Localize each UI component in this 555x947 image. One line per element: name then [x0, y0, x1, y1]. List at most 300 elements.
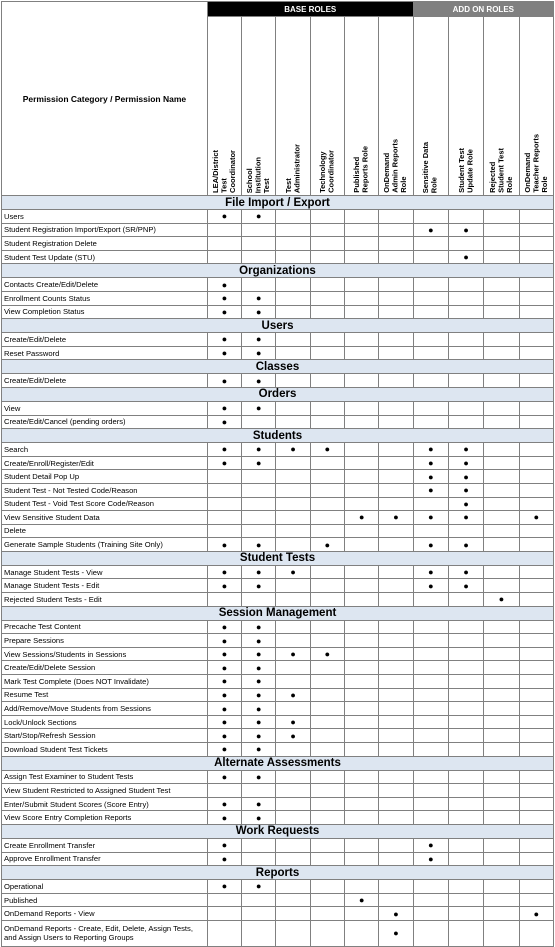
- permission-row: [2, 305, 554, 319]
- permission-cell: [484, 443, 519, 457]
- permission-cell: [519, 470, 553, 484]
- permission-cell: [276, 524, 310, 538]
- permission-cell: [310, 223, 344, 237]
- permission-row: [2, 470, 554, 484]
- permission-cell: [448, 702, 483, 716]
- permission-cell: [413, 688, 448, 702]
- permission-cell: [413, 210, 448, 224]
- permission-cell: [276, 880, 310, 894]
- permission-row: [2, 729, 554, 743]
- role-label: Rejected Student Test Role: [487, 148, 514, 193]
- permission-cell: [519, 305, 553, 319]
- permission-cell: [379, 538, 413, 552]
- permission-row: [2, 688, 554, 702]
- permission-cell: [276, 250, 310, 264]
- permission-cell: [310, 675, 344, 689]
- permission-granted-mark: ●: [276, 443, 310, 457]
- permission-cell: [448, 647, 483, 661]
- permission-row: [2, 374, 554, 388]
- permission-cell: [345, 688, 379, 702]
- permission-cell: [379, 291, 413, 305]
- permission-name: Student Registration Import/Export (SR/PNP): [2, 223, 208, 237]
- permission-name: Student Detail Pop Up: [2, 470, 208, 484]
- section-title: File Import / Export: [2, 196, 554, 210]
- permission-row: [2, 497, 554, 511]
- permission-cell: [413, 784, 448, 798]
- permission-name: Enrollment Counts Status: [2, 291, 208, 305]
- permission-granted-mark: ●: [242, 291, 276, 305]
- permission-row: [2, 333, 554, 347]
- permission-granted-mark: ●: [242, 880, 276, 894]
- permission-cell: [413, 743, 448, 757]
- permission-cell: [448, 237, 483, 251]
- permission-row: [2, 907, 554, 921]
- permission-cell: [242, 593, 276, 607]
- permission-granted-mark: ●: [207, 715, 241, 729]
- permission-cell: [310, 497, 344, 511]
- permission-name: Mark Test Complete (Does NOT Invalidate): [2, 675, 208, 689]
- permission-granted-mark: ●: [519, 511, 553, 525]
- permission-cell: [448, 729, 483, 743]
- permission-cell: [345, 715, 379, 729]
- permission-cell: [276, 291, 310, 305]
- role-label: Published Reports Role: [352, 146, 370, 193]
- permission-cell: [519, 443, 553, 457]
- permission-cell: [242, 511, 276, 525]
- permission-cell: [519, 797, 553, 811]
- permission-cell: [519, 278, 553, 292]
- permission-granted-mark: ●: [207, 702, 241, 716]
- permission-cell: [379, 675, 413, 689]
- permission-name: Rejected Student Tests - Edit: [2, 593, 208, 607]
- permission-cell: [345, 743, 379, 757]
- permission-cell: [310, 374, 344, 388]
- permission-cell: [484, 237, 519, 251]
- permission-name: Search: [2, 443, 208, 457]
- permission-cell: [379, 443, 413, 457]
- permission-cell: [310, 729, 344, 743]
- permission-name: Generate Sample Students (Training Site Only): [2, 538, 208, 552]
- permission-cell: [276, 852, 310, 866]
- permission-cell: [242, 524, 276, 538]
- permission-cell: [448, 784, 483, 798]
- permission-cell: [345, 811, 379, 825]
- permission-cell: [276, 784, 310, 798]
- permission-cell: [379, 278, 413, 292]
- permission-cell: [207, 511, 241, 525]
- permission-cell: [448, 593, 483, 607]
- permission-granted-mark: ●: [242, 620, 276, 634]
- permission-name: Student Test - Void Test Score Code/Reason: [2, 497, 208, 511]
- permission-cell: [519, 456, 553, 470]
- role-label: Test Administrator: [283, 143, 302, 193]
- permission-cell: [484, 470, 519, 484]
- permission-granted-mark: ●: [207, 456, 241, 470]
- permission-cell: [519, 852, 553, 866]
- permission-cell: [448, 401, 483, 415]
- permission-name: View Sensitive Student Data: [2, 511, 208, 525]
- permission-cell: [242, 893, 276, 907]
- section-title: Work Requests: [2, 824, 554, 838]
- permission-cell: [379, 401, 413, 415]
- section-header-row: [2, 264, 554, 278]
- permission-name: Manage Student Tests - View: [2, 565, 208, 579]
- permission-cell: [345, 524, 379, 538]
- permission-cell: [484, 565, 519, 579]
- permission-cell: [448, 715, 483, 729]
- permission-cell: [519, 524, 553, 538]
- permission-cell: [345, 415, 379, 429]
- permission-cell: [345, 647, 379, 661]
- permission-cell: [276, 483, 310, 497]
- permission-cell: [379, 223, 413, 237]
- permission-cell: [413, 237, 448, 251]
- permission-name: Resume Test: [2, 688, 208, 702]
- permission-granted-mark: ●: [242, 743, 276, 757]
- permission-row: [2, 223, 554, 237]
- permission-cell: [276, 907, 310, 921]
- permission-granted-mark: ●: [207, 743, 241, 757]
- permission-granted-mark: ●: [242, 579, 276, 593]
- permission-cell: [484, 661, 519, 675]
- permission-cell: [519, 210, 553, 224]
- permission-cell: [345, 675, 379, 689]
- permission-cell: [413, 920, 448, 946]
- permission-cell: [413, 797, 448, 811]
- section-header-row: [2, 196, 554, 210]
- permission-name: Create/Edit/Delete Session: [2, 661, 208, 675]
- permission-granted-mark: ●: [207, 443, 241, 457]
- permission-name: View Score Entry Completion Reports: [2, 811, 208, 825]
- permission-row: [2, 579, 554, 593]
- permission-cell: [379, 715, 413, 729]
- permission-cell: [310, 565, 344, 579]
- permission-row: [2, 250, 554, 264]
- permission-name: Create/Edit/Delete: [2, 374, 208, 388]
- permission-cell: [310, 688, 344, 702]
- permission-cell: [310, 770, 344, 784]
- permission-cell: [310, 250, 344, 264]
- permission-cell: [276, 210, 310, 224]
- permission-cell: [379, 647, 413, 661]
- base-role-header: [379, 17, 413, 196]
- permission-cell: [448, 797, 483, 811]
- permission-category-header: [2, 2, 208, 196]
- role-label: OnDemand Admin Reports Role: [382, 139, 409, 193]
- section-title: Session Management: [2, 606, 554, 620]
- permission-cell: [276, 278, 310, 292]
- permission-cell: [448, 374, 483, 388]
- permission-granted-mark: ●: [242, 333, 276, 347]
- permission-cell: [379, 305, 413, 319]
- permission-cell: [310, 593, 344, 607]
- permission-cell: [242, 497, 276, 511]
- permission-granted-mark: ●: [242, 715, 276, 729]
- permission-cell: [345, 538, 379, 552]
- section-header-row: [2, 866, 554, 880]
- permission-cell: [345, 770, 379, 784]
- section-title: Users: [2, 319, 554, 333]
- permission-name: Reset Password: [2, 346, 208, 360]
- permission-cell: [310, 415, 344, 429]
- permission-granted-mark: ●: [242, 456, 276, 470]
- permission-granted-mark: ●: [207, 579, 241, 593]
- permission-granted-mark: ●: [242, 401, 276, 415]
- permission-cell: [448, 415, 483, 429]
- permission-cell: [276, 333, 310, 347]
- permission-cell: [310, 907, 344, 921]
- permission-cell: [310, 278, 344, 292]
- permission-cell: [448, 770, 483, 784]
- permission-granted-mark: ●: [207, 634, 241, 648]
- permission-granted-mark: ●: [413, 511, 448, 525]
- permission-cell: [519, 838, 553, 852]
- permission-cell: [345, 250, 379, 264]
- permission-cell: [207, 784, 241, 798]
- permission-granted-mark: ●: [345, 511, 379, 525]
- permission-cell: [519, 880, 553, 894]
- permission-cell: [448, 743, 483, 757]
- permission-cell: [484, 880, 519, 894]
- permission-cell: [448, 893, 483, 907]
- permission-cell: [379, 688, 413, 702]
- permission-row: [2, 797, 554, 811]
- role-label: School Institution Test: [245, 156, 272, 193]
- permission-granted-mark: ●: [242, 634, 276, 648]
- permission-cell: [345, 565, 379, 579]
- permission-cell: [519, 497, 553, 511]
- permission-cell: [484, 579, 519, 593]
- permission-cell: [345, 456, 379, 470]
- permission-name: Delete: [2, 524, 208, 538]
- permission-cell: [413, 702, 448, 716]
- permission-cell: [519, 237, 553, 251]
- permission-row: [2, 893, 554, 907]
- permission-cell: [379, 565, 413, 579]
- permission-cell: [310, 852, 344, 866]
- permission-granted-mark: ●: [276, 729, 310, 743]
- permission-cell: [242, 784, 276, 798]
- permission-cell: [345, 291, 379, 305]
- permission-cell: [448, 880, 483, 894]
- permission-cell: [484, 675, 519, 689]
- permission-name: View Student Restricted to Assigned Student Test: [2, 784, 208, 798]
- permission-cell: [448, 346, 483, 360]
- permission-cell: [310, 743, 344, 757]
- permission-cell: [207, 470, 241, 484]
- permission-cell: [413, 661, 448, 675]
- permission-row: [2, 634, 554, 648]
- permission-name: Published: [2, 893, 208, 907]
- permission-cell: [448, 907, 483, 921]
- permission-cell: [413, 291, 448, 305]
- permission-granted-mark: ●: [448, 538, 483, 552]
- permission-cell: [379, 797, 413, 811]
- permission-cell: [519, 647, 553, 661]
- permission-cell: [484, 210, 519, 224]
- permission-name: Lock/Unlock Sections: [2, 715, 208, 729]
- permission-cell: [345, 346, 379, 360]
- permission-name: Users: [2, 210, 208, 224]
- permission-granted-mark: ●: [484, 593, 519, 607]
- permission-row: [2, 291, 554, 305]
- permission-cell: [310, 333, 344, 347]
- permission-row: [2, 880, 554, 894]
- permission-granted-mark: ●: [413, 223, 448, 237]
- permission-cell: [379, 593, 413, 607]
- permission-cell: [413, 305, 448, 319]
- permission-cell: [207, 497, 241, 511]
- permission-cell: [413, 907, 448, 921]
- permission-row: [2, 565, 554, 579]
- permission-cell: [276, 838, 310, 852]
- permission-cell: [413, 647, 448, 661]
- section-title: Orders: [2, 387, 554, 401]
- permission-cell: [448, 333, 483, 347]
- base-role-header: [242, 17, 276, 196]
- permission-cell: [276, 401, 310, 415]
- section-title: Reports: [2, 866, 554, 880]
- permission-cell: [484, 278, 519, 292]
- permission-name: Add/Remove/Move Students from Sessions: [2, 702, 208, 716]
- permission-cell: [379, 579, 413, 593]
- permission-cell: [484, 415, 519, 429]
- permission-granted-mark: ●: [207, 538, 241, 552]
- permission-cell: [276, 743, 310, 757]
- permission-cell: [379, 702, 413, 716]
- permission-row: [2, 278, 554, 292]
- permission-cell: [276, 223, 310, 237]
- permission-cell: [413, 634, 448, 648]
- base-roles-label: BASE ROLES: [284, 4, 337, 14]
- permission-cell: [345, 880, 379, 894]
- permission-cell: [310, 470, 344, 484]
- permission-cell: [310, 702, 344, 716]
- section-title: Alternate Assessments: [2, 756, 554, 770]
- permission-cell: [207, 893, 241, 907]
- permission-row: [2, 483, 554, 497]
- permission-cell: [310, 456, 344, 470]
- permission-cell: [276, 305, 310, 319]
- permission-granted-mark: ●: [207, 565, 241, 579]
- permission-cell: [413, 333, 448, 347]
- permission-cell: [519, 743, 553, 757]
- permission-name: Create/Enroll/Register/Edit: [2, 456, 208, 470]
- permission-cell: [413, 715, 448, 729]
- permission-cell: [413, 497, 448, 511]
- permission-cell: [242, 237, 276, 251]
- permission-granted-mark: ●: [345, 893, 379, 907]
- permission-name: Create Enrollment Transfer: [2, 838, 208, 852]
- permission-cell: [484, 811, 519, 825]
- permission-cell: [242, 907, 276, 921]
- permission-cell: [310, 483, 344, 497]
- permission-cell: [413, 278, 448, 292]
- section-title: Student Tests: [2, 551, 554, 565]
- permission-row: [2, 715, 554, 729]
- permission-granted-mark: ●: [448, 565, 483, 579]
- permission-cell: [379, 483, 413, 497]
- permission-row: [2, 210, 554, 224]
- permission-cell: [413, 770, 448, 784]
- permission-cell: [448, 278, 483, 292]
- add-on-role-header: [484, 17, 519, 196]
- permission-cell: [519, 811, 553, 825]
- permission-cell: [207, 223, 241, 237]
- permission-granted-mark: ●: [207, 415, 241, 429]
- permission-cell: [276, 374, 310, 388]
- permission-cell: [345, 797, 379, 811]
- permission-cell: [345, 305, 379, 319]
- permission-cell: [345, 483, 379, 497]
- section-header-row: [2, 429, 554, 443]
- permission-cell: [413, 729, 448, 743]
- permission-cell: [484, 715, 519, 729]
- permission-cell: [519, 661, 553, 675]
- permission-cell: [276, 497, 310, 511]
- permission-cell: [276, 634, 310, 648]
- permission-cell: [345, 634, 379, 648]
- permission-granted-mark: ●: [207, 620, 241, 634]
- permission-granted-mark: ●: [448, 250, 483, 264]
- permission-cell: [345, 702, 379, 716]
- permission-cell: [413, 811, 448, 825]
- permission-cell: [345, 620, 379, 634]
- permission-granted-mark: ●: [242, 443, 276, 457]
- permission-name: Prepare Sessions: [2, 634, 208, 648]
- permission-cell: [242, 250, 276, 264]
- permission-cell: [484, 524, 519, 538]
- permission-granted-mark: ●: [207, 374, 241, 388]
- permission-name: Create/Edit/Cancel (pending orders): [2, 415, 208, 429]
- permission-granted-mark: ●: [242, 729, 276, 743]
- permission-cell: [310, 784, 344, 798]
- section-header-row: [2, 824, 554, 838]
- permission-cell: [345, 579, 379, 593]
- permission-cell: [519, 538, 553, 552]
- section-header-row: [2, 319, 554, 333]
- permission-cell: [519, 579, 553, 593]
- permission-granted-mark: ●: [379, 511, 413, 525]
- permission-cell: [310, 401, 344, 415]
- permission-cell: [484, 511, 519, 525]
- permission-granted-mark: ●: [413, 456, 448, 470]
- permission-cell: [484, 770, 519, 784]
- permission-row: [2, 524, 554, 538]
- permission-cell: [484, 620, 519, 634]
- permission-cell: [448, 210, 483, 224]
- add-on-role-header: [519, 17, 553, 196]
- permission-cell: [519, 346, 553, 360]
- section-header-row: [2, 756, 554, 770]
- permission-row: [2, 770, 554, 784]
- permission-cell: [519, 729, 553, 743]
- permission-name: Enter/Submit Student Scores (Score Entry): [2, 797, 208, 811]
- permission-cell: [519, 770, 553, 784]
- permission-cell: [519, 223, 553, 237]
- permission-cell: [484, 401, 519, 415]
- permission-cell: [413, 415, 448, 429]
- permission-cell: [379, 893, 413, 907]
- permission-cell: [379, 374, 413, 388]
- permission-cell: [242, 278, 276, 292]
- permission-cell: [276, 770, 310, 784]
- permission-granted-mark: ●: [379, 920, 413, 946]
- permission-granted-mark: ●: [242, 688, 276, 702]
- permission-granted-mark: ●: [448, 223, 483, 237]
- permission-cell: [276, 470, 310, 484]
- permission-cell: [242, 415, 276, 429]
